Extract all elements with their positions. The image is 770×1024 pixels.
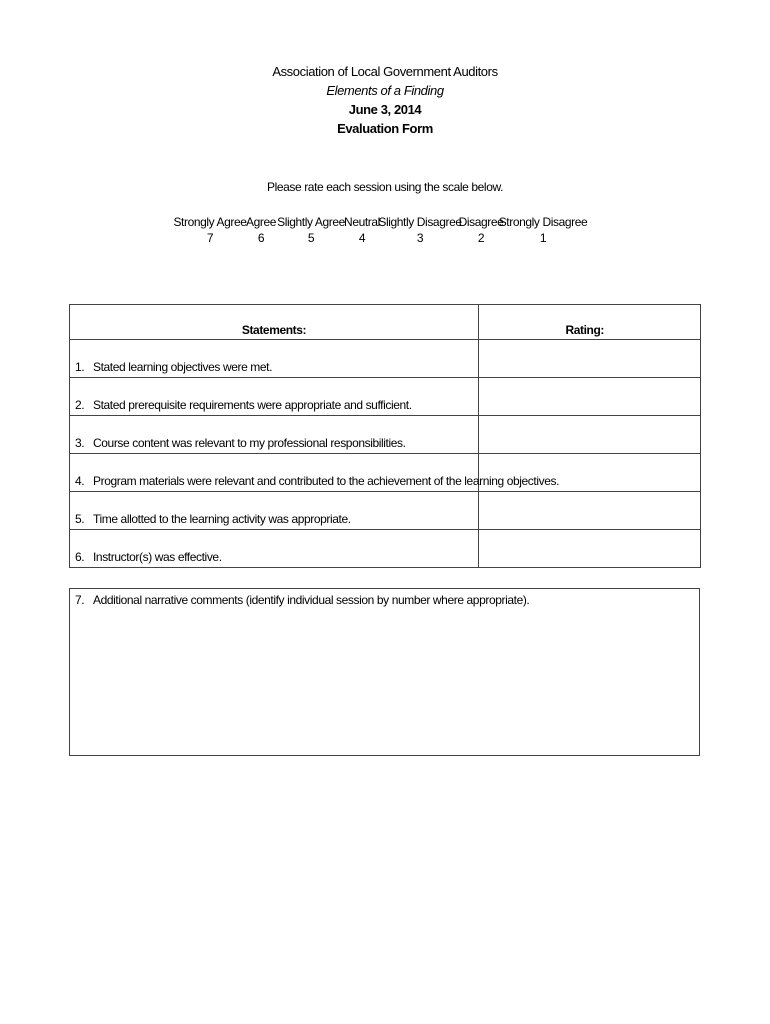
statement-cell bbox=[70, 378, 479, 416]
scale-value: 3 bbox=[416, 231, 424, 245]
statement-text: Stated learning objectives were met. bbox=[93, 360, 273, 374]
table-row bbox=[70, 340, 701, 378]
statement-number: 2. bbox=[75, 398, 85, 412]
event-date: June 3, 2014 bbox=[348, 102, 422, 117]
statement-number: 3. bbox=[75, 436, 85, 450]
scale-value: 7 bbox=[206, 231, 214, 245]
scale-item-neutral bbox=[344, 214, 380, 246]
comments-label bbox=[75, 593, 529, 607]
statement-cell bbox=[70, 530, 479, 568]
scale-value: 6 bbox=[257, 231, 265, 245]
comments-label-text: Additional narrative comments (identify individual session by number where appropriate). bbox=[93, 593, 530, 607]
scale-label: Disagree bbox=[458, 215, 504, 229]
scale-value: 1 bbox=[539, 231, 547, 245]
statement-text: Instructor(s) was effective. bbox=[93, 550, 222, 564]
scale-label: Strongly Disagree bbox=[498, 215, 588, 229]
statement-number: 5. bbox=[75, 512, 85, 526]
statement-cell bbox=[70, 340, 479, 378]
statement-number: 6. bbox=[75, 550, 85, 564]
rating-scale bbox=[0, 214, 770, 254]
statement-cell bbox=[70, 454, 560, 492]
table-row bbox=[70, 530, 701, 568]
scale-label: Strongly Agree bbox=[173, 215, 247, 229]
scale-value: 4 bbox=[358, 231, 366, 245]
rating-header: Rating: bbox=[479, 305, 701, 340]
rating-cell[interactable] bbox=[479, 492, 701, 530]
scale-item-strongly-agree bbox=[173, 214, 246, 246]
statement-text: Program materials were relevant and contributed to the achievement of the learning objectives. bbox=[93, 474, 560, 488]
table-row bbox=[70, 492, 701, 530]
course-title: Elements of a Finding bbox=[326, 83, 444, 98]
rating-cell[interactable] bbox=[479, 340, 701, 378]
table-row bbox=[70, 454, 701, 492]
statement-text: Time allotted to the learning activity was appropriate. bbox=[93, 512, 351, 526]
scale-item-agree bbox=[246, 214, 276, 246]
scale-value: 5 bbox=[307, 231, 315, 245]
scale-item-slightly-disagree bbox=[378, 214, 461, 246]
statement-number: 1. bbox=[75, 360, 85, 374]
rating-cell[interactable] bbox=[479, 530, 701, 568]
table-row bbox=[70, 416, 701, 454]
rating-cell[interactable] bbox=[479, 416, 701, 454]
statement-number: 4. bbox=[75, 474, 85, 488]
organization-name: Association of Local Government Auditors bbox=[272, 64, 498, 79]
comments-box[interactable] bbox=[69, 588, 700, 756]
rating-instruction: Please rate each session using the scale below. bbox=[266, 180, 504, 194]
form-header bbox=[0, 62, 770, 138]
statement-cell bbox=[70, 492, 479, 530]
form-title: Evaluation Form bbox=[337, 121, 433, 136]
table-header-row bbox=[70, 305, 701, 340]
rating-cell[interactable] bbox=[479, 378, 701, 416]
scale-value: 2 bbox=[477, 231, 485, 245]
statement-text: Course content was relevant to my professional responsibilities. bbox=[93, 436, 406, 450]
ratings-table bbox=[69, 304, 701, 568]
scale-label: Agree bbox=[245, 215, 277, 229]
table-row bbox=[70, 378, 701, 416]
scale-item-strongly-disagree bbox=[499, 214, 588, 246]
scale-label: Slightly Agree bbox=[277, 215, 345, 229]
comments-number: 7. bbox=[75, 593, 85, 607]
statement-cell bbox=[70, 416, 479, 454]
scale-item-disagree bbox=[459, 214, 504, 246]
scale-item-slightly-agree bbox=[277, 214, 345, 246]
scale-label: Slightly Disagree bbox=[378, 215, 462, 229]
statements-header: Statements: bbox=[70, 305, 479, 340]
scale-label: Neutral bbox=[344, 215, 380, 229]
statement-text: Stated prerequisite requirements were appropriate and sufficient. bbox=[93, 398, 412, 412]
